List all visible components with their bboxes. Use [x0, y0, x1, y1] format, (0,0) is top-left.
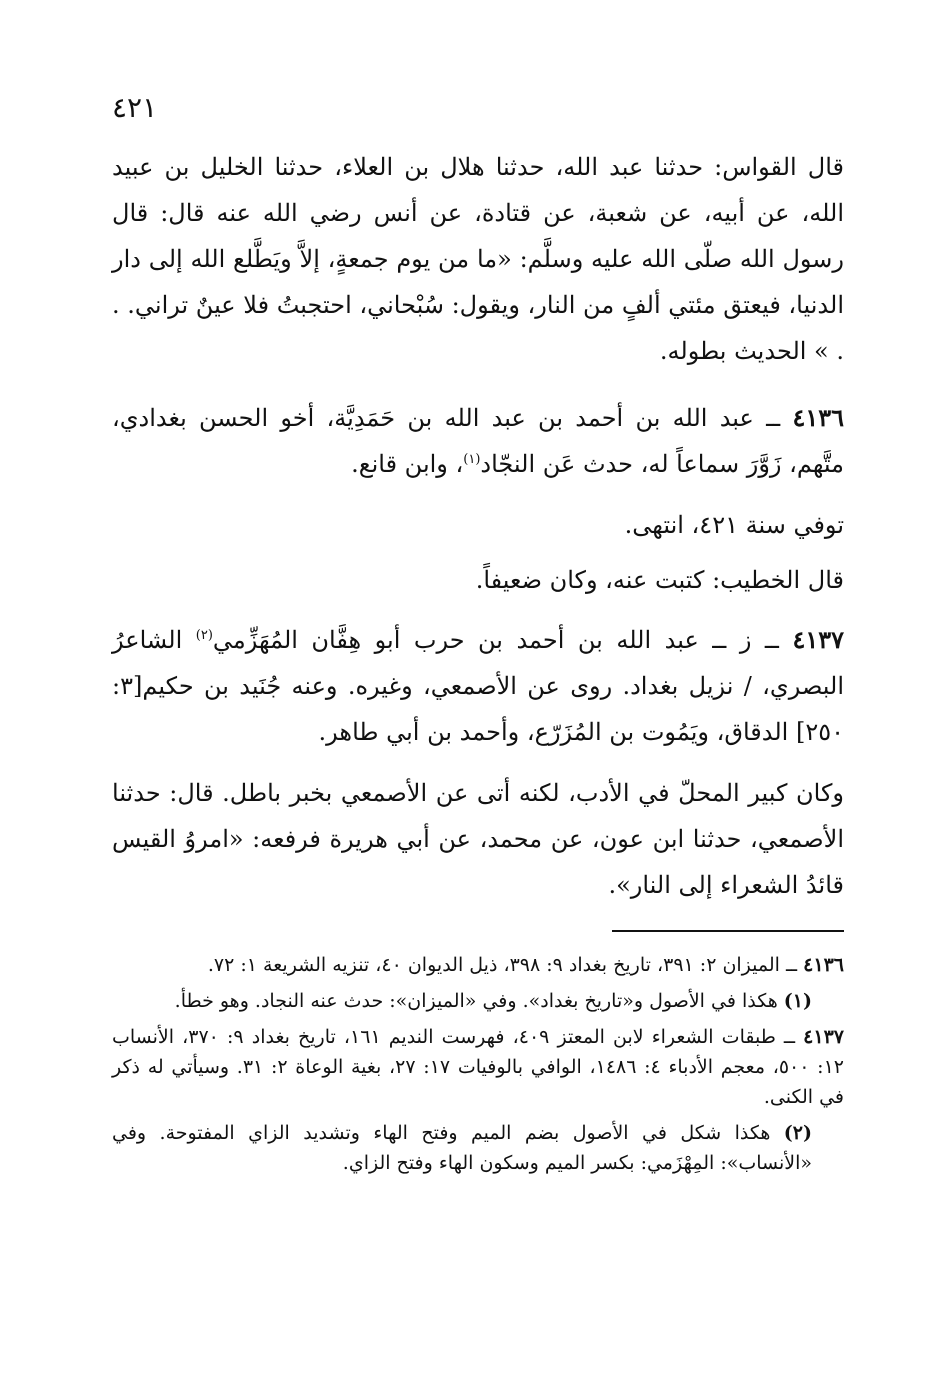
- page-number: ٤٢١: [112, 91, 158, 124]
- footnote-text: ــ الميزان ٢: ٣٩١، تاريخ بغداد ٩: ٣٩٨، ذيل الديوان ٤٠، تنزيه الشريعة ١: ٧٢.: [207, 954, 804, 976]
- entry-number: ٤١٣٦: [792, 403, 844, 432]
- paragraph-adab: وكان كبير المحلّ في الأدب، لكنه أتى عن الأصمعي بخبر باطل. قال: حدثنا الأصمعي، حدثنا ابن عون، عن محمد، عن أبي هريرة فرفعه: «امروُ القيس قائدُ الشعراء إلى النار».: [112, 779, 844, 899]
- paragraph-khatib: قال الخطيب: كتبت عنه، وكان ضعيفاً.: [475, 566, 844, 594]
- footnote-text: هكذا في الأصول و«تاريخ بغداد». وفي «الميزان»: حدث عنه النجاد. وهو خطأ.: [174, 990, 784, 1012]
- footnote-key: ٤١٣٦: [803, 954, 844, 976]
- footnote-key: (١): [783, 990, 812, 1012]
- paragraph-hadith: قال القواس: حدثنا عبد الله، حدثنا هلال بن العلاء، حدثنا الخليل بن عبيد الله، عن أبيه، عن شعبة، عن قتادة، عن أنس رضي الله عنه قال: قال رسول الله صلّى الله عليه وسلَّم: «ما من يوم جمعةٍ، إلاَّ ويَطَّلع الله إلى دار الدنيا، فيعتق مئتي ألفٍ من النار، ويقول: سُبْحاني، احتجبتُ فلا عينٌ تراني. . . » الحديث بطوله.: [112, 153, 844, 365]
- entry-number: ٤١٣٧: [792, 625, 844, 654]
- entry-4137: [112, 617, 844, 755]
- footnote-ref: (١): [463, 452, 481, 467]
- footnote-1: [112, 986, 844, 1016]
- entry-text: ــ عبد الله بن أحمد بن عبد الله بن حَمَدِيَّة، أخو الحسن بغدادي، متَّهم، زَوَّرَ سماعاً له، حدث عَن النجّاد: [112, 404, 844, 478]
- footnote-2: [112, 1118, 844, 1178]
- footnotes: [112, 950, 844, 1184]
- footnote-divider: [612, 930, 844, 932]
- entry-text: الشاعرُ البصري، / نزيل بغداد. روى عن الأصمعي، وغيره. وعنه جُنَيد بن حكيم[٣: ٢٥٠] الدقاق، ويَمُوت بن المُزَرّع، وأحمد بن أبي طاهر.: [112, 626, 844, 746]
- footnote-text: هكذا شكل في الأصول بضم الميم وفتح الهاء وتشديد الزاي المفتوحة. وفي «الأنساب»: المِهْزَمي: بكسر الميم وسكون الهاء وفتح الزاي.: [112, 1122, 812, 1174]
- footnote-4136: [112, 950, 844, 980]
- footnote-ref: (٢): [195, 628, 213, 643]
- footnote-text: ــ طبقات الشعراء لابن المعتز ٤٠٩، فهرست النديم ١٦١، تاريخ بغداد ٩: ٣٧٠، الأنساب ١٢: ٥٠٠، معجم الأدباء ٤: ١٤٨٦، الوافي بالوفيات ١٧: ٢٧، بغية الوعاة ٢: ٣١. وسيأتي له ذكر في الكنى.: [112, 1026, 844, 1108]
- entry-text: ــ ز ــ عبد الله بن أحمد بن حرب أبو هِفَّان المُهَزِّمي: [212, 626, 793, 654]
- entry-4136: [112, 395, 844, 487]
- entry-text: ، وابن قانع.: [351, 450, 464, 478]
- paragraph-death-year: توفي سنة ٤٢١، انتهى.: [624, 511, 844, 539]
- footnote-key: (٢): [783, 1122, 812, 1144]
- footnote-key: ٤١٣٧: [803, 1026, 844, 1048]
- footnote-4137: [112, 1022, 844, 1112]
